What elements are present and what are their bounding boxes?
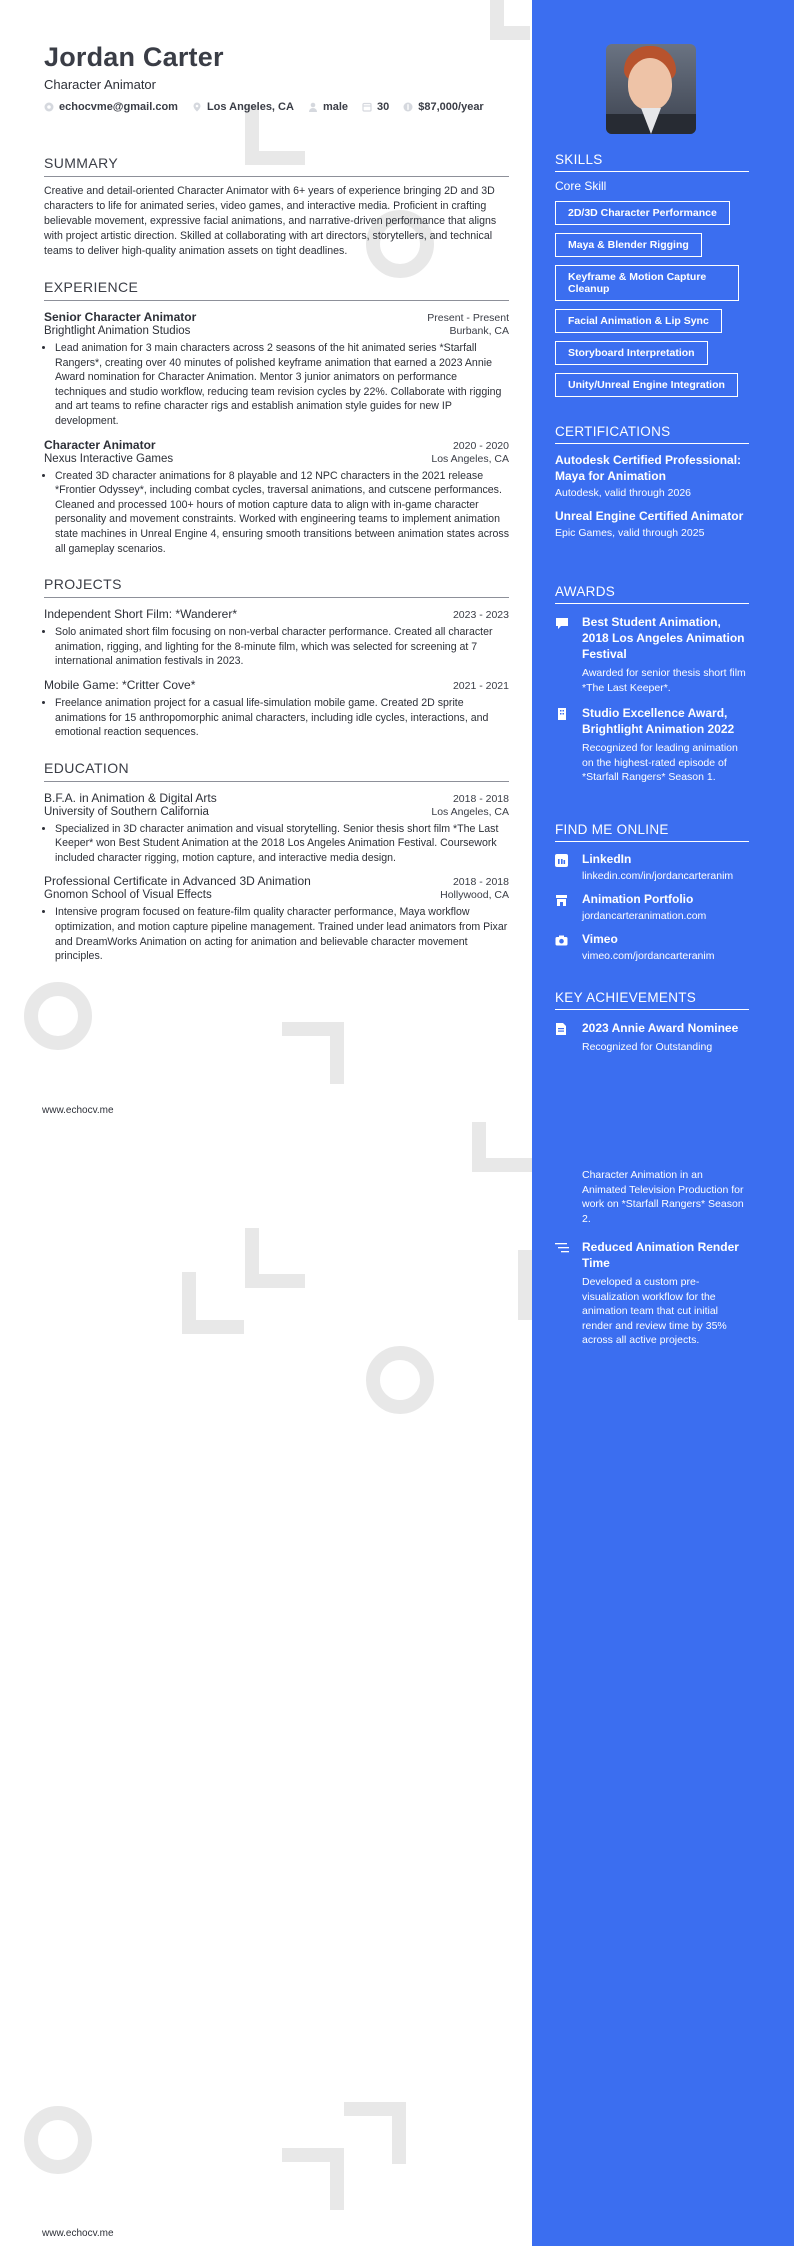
school-name: University of Southern California <box>44 805 209 818</box>
achievement-description: Developed a custom pre-visualization workflow for the animation team that cut initial render and review time by 35% across all active projects. <box>582 1276 727 1346</box>
contact-text: male <box>322 101 349 113</box>
section-heading: AWARDS <box>555 584 749 604</box>
section-heading: SUMMARY <box>44 155 509 177</box>
bullet-list <box>44 696 509 740</box>
online-link-item[interactable] <box>555 932 749 962</box>
salary-icon <box>403 102 413 112</box>
school-name: Gnomon School of Visual Effects <box>44 889 212 902</box>
link-url[interactable]: jordancarteranimation.com <box>582 910 707 922</box>
project-title: Mobile Game: *Critter Cove* <box>44 677 196 692</box>
link-title: LinkedIn <box>582 852 632 866</box>
camera-icon <box>555 932 572 962</box>
link-title: Animation Portfolio <box>582 892 694 906</box>
contact-text: echocvme@gmail.com <box>59 101 178 113</box>
education-item <box>44 874 509 963</box>
certification-issuer: Autodesk, valid through 2026 <box>555 487 692 499</box>
job-date: 2020 - 2020 <box>452 439 509 452</box>
decorative-corner-shape <box>282 2148 344 2210</box>
job-role: Character Animator <box>44 437 156 452</box>
contact-email[interactable] <box>44 101 178 113</box>
main-column <box>44 42 509 964</box>
bullet-list <box>44 905 509 963</box>
bullet-item: • Specialized in 3D character animation and visual storytelling. Senior thesis short film *The Last Keeper* won Best Student Animation at the 2018 Los Angeles Animation Festival. Coursework included character rigging, motion capture, and interactive media design. <box>55 822 509 866</box>
skill-chip: Unity/Unreal Engine Integration <box>555 373 738 397</box>
summary-text: Creative and detail-oriented Character Animator with 6+ years of experience bringing 2D and 3D characters to life for animated series, video games, and interactive media. Proficient in crafting believable movement, expressive facial animations, and narrative-driven performance that aligns with project artistic direction. Skilled at collaborating with art directors, storytellers, and technical teams to deliver high-quality animation assets on tight deadlines. <box>44 185 497 257</box>
decorative-circle <box>24 982 92 1050</box>
award-title: Best Student Animation, 2018 Los Angeles Animation Festival <box>582 615 745 661</box>
building-icon <box>555 705 572 785</box>
email-icon <box>44 102 54 112</box>
skill-chip: 2D/3D Character Performance <box>555 201 730 225</box>
skills-group-label: Core Skill <box>555 179 607 193</box>
bullet-list <box>44 469 509 557</box>
project-item <box>44 607 509 669</box>
bullet-item: • Freelance animation project for a casual life-simulation mobile game. Created 2D sprite animations for 15 anthropomorphic animal characters, including idle cycles, interactions, and emotional reaction sequences. <box>55 696 509 740</box>
experience-item <box>44 438 509 557</box>
skill-chip-list <box>555 193 749 397</box>
bullet-item: • Lead animation for 3 main characters across 2 seasons of the hit animated series *Starfall Rangers*, creating over 40 minutes of polished keyframe animation that earned a 2023 Annie Award nomination for Character Animation. Mentor 3 junior animators on performance techniques and studio workflow, reducing team revision cycles by 22%. Collaborate with rigging and art teams to refine character rigs and establish animation style guides for new IP development. <box>55 341 509 429</box>
contact-text: Los Angeles, CA <box>206 101 294 113</box>
award-description: Awarded for senior thesis short film *The Last Keeper*. <box>582 667 746 694</box>
section-heading: EDUCATION <box>44 760 509 782</box>
decorative-corner-shape <box>245 1228 305 1288</box>
awards-section <box>555 584 749 785</box>
contact-salary <box>403 101 483 113</box>
decorative-circle <box>24 2106 92 2174</box>
school-location: Hollywood, CA <box>440 889 509 902</box>
decorative-corner-shape <box>182 1272 244 1334</box>
degree-title: B.F.A. in Animation & Digital Arts <box>44 790 217 805</box>
experience-item <box>44 310 509 429</box>
contact-row <box>44 101 509 113</box>
section-heading: CERTIFICATIONS <box>555 424 749 444</box>
achievement-description: Character Animation in an Animated Television Production for work on *Starfall Rangers* Season 2. <box>582 1169 744 1225</box>
job-location: Los Angeles, CA <box>431 452 509 465</box>
project-item <box>44 678 509 740</box>
bullet-item: • Solo animated short film focusing on non-verbal character performance. Created all character animation, rigging, and lighting for the 8-minute film, which was selected for screening at 7 international animation festivals in 2023. <box>55 625 509 669</box>
skill-chip: Storyboard Interpretation <box>555 341 708 365</box>
school-location: Los Angeles, CA <box>431 805 509 818</box>
job-location: Burbank, CA <box>449 325 509 337</box>
certification-title: Autodesk Certified Professional: Maya for Animation <box>555 453 742 483</box>
job-title: Character Animator <box>44 77 156 92</box>
certifications-section <box>555 424 749 539</box>
store-icon <box>555 892 572 922</box>
link-url[interactable]: vimeo.com/jordancarteranim <box>582 950 715 962</box>
candidate-name: Jordan Carter <box>44 42 224 72</box>
education-date: 2018 - 2018 <box>452 792 509 805</box>
bullet-item: • Intensive program focused on feature-film quality character performance, Maya workflow optimization, and motion capture pipeline management. Trained under lead animators from Pixar and DreamWorks Animation on acting for animation and believable character movement principles. <box>55 905 509 963</box>
contact-text: 30 <box>377 101 390 113</box>
achievements-continued <box>555 1164 749 1348</box>
online-section <box>555 822 749 962</box>
experience-section <box>44 279 509 556</box>
link-title: Vimeo <box>582 932 618 946</box>
achievement-title: 2023 Annie Award Nominee <box>582 1021 739 1035</box>
company-name: Brightlight Animation Studios <box>44 325 191 337</box>
degree-title: Professional Certificate in Advanced 3D Animation <box>44 874 311 889</box>
decorative-corner-shape <box>344 2102 406 2164</box>
certification-item <box>555 452 749 499</box>
profile-photo <box>606 44 696 134</box>
skill-chip: Keyframe & Motion Capture Cleanup <box>555 265 739 301</box>
footer-link[interactable]: www.echocv.me <box>42 2228 114 2239</box>
decorative-corner-shape <box>282 1022 344 1084</box>
achievement-title: Reduced Animation Render Time <box>582 1240 739 1270</box>
location-icon <box>192 102 202 112</box>
education-date: 2018 - 2018 <box>452 876 509 889</box>
achievement-item <box>555 1020 749 1055</box>
section-heading: PROJECTS <box>44 576 509 598</box>
linkedin-icon <box>555 852 572 882</box>
lines-icon <box>555 1239 572 1348</box>
project-date: 2023 - 2023 <box>452 609 509 622</box>
job-role: Senior Character Animator <box>44 310 197 324</box>
chat-bubble-icon <box>555 614 572 695</box>
achievements-section <box>555 990 749 1055</box>
award-item <box>555 705 749 785</box>
award-description: Recognized for leading animation on the highest-rated episode of *Starfall Rangers* Season 1. <box>582 742 738 783</box>
skills-section <box>555 152 749 397</box>
achievement-description: Recognized for Outstanding <box>582 1041 713 1053</box>
contact-age <box>362 101 389 113</box>
decorative-corner-shape <box>518 1250 532 1320</box>
contact-gender <box>308 101 348 113</box>
skill-chip: Facial Animation & Lip Sync <box>555 309 722 333</box>
award-title: Studio Excellence Award, Brightlight Animation 2022 <box>582 706 735 736</box>
section-heading: FIND ME ONLINE <box>555 822 749 842</box>
section-heading: EXPERIENCE <box>44 279 509 301</box>
link-url[interactable]: linkedin.com/in/jordancarteranim <box>582 870 734 882</box>
bullet-list <box>44 822 509 866</box>
project-date: 2021 - 2021 <box>452 679 509 692</box>
achievement-item <box>555 1239 749 1348</box>
decorative-corner-shape <box>472 1122 534 1172</box>
contact-text: $87,000/year <box>418 101 484 113</box>
person-icon <box>308 102 318 112</box>
contact-location <box>192 101 294 113</box>
company-name: Nexus Interactive Games <box>44 452 174 465</box>
online-link-item[interactable] <box>555 852 749 882</box>
project-title: Independent Short Film: *Wanderer* <box>44 607 237 622</box>
online-link-item[interactable] <box>555 892 749 922</box>
bullet-list <box>44 625 509 669</box>
certification-title: Unreal Engine Certified Animator <box>555 509 744 523</box>
calendar-icon <box>362 102 372 112</box>
education-section <box>44 760 509 964</box>
bullet-item: • Created 3D character animations for 8 playable and 12 NPC characters in the 2021 release *Frontier Odyssey*, including combat cycles, traversal animations, and cutscene performances. Cleaned and processed 100+ hours of motion capture data to align with in-game character personality and movement constraints. Worked with engineering teams to implement animation state machines in Unreal Engine 4, ensuring smooth transitions between animation states across all gameplay scenarios. <box>55 469 509 557</box>
document-icon <box>555 1020 572 1055</box>
section-heading: KEY ACHIEVEMENTS <box>555 990 749 1010</box>
certification-item <box>555 508 749 539</box>
certification-issuer: Epic Games, valid through 2025 <box>555 527 705 539</box>
summary-section <box>44 155 509 259</box>
education-item <box>44 791 509 866</box>
job-date: Present - Present <box>427 312 509 324</box>
skill-chip: Maya & Blender Rigging <box>555 233 702 257</box>
bullet-list <box>44 341 509 429</box>
award-item <box>555 614 749 695</box>
section-heading: SKILLS <box>555 152 749 172</box>
footer-link[interactable]: www.echocv.me <box>42 1105 114 1116</box>
projects-section <box>44 576 509 740</box>
decorative-circle <box>366 1346 434 1414</box>
decorative-corner-shape <box>490 0 530 40</box>
